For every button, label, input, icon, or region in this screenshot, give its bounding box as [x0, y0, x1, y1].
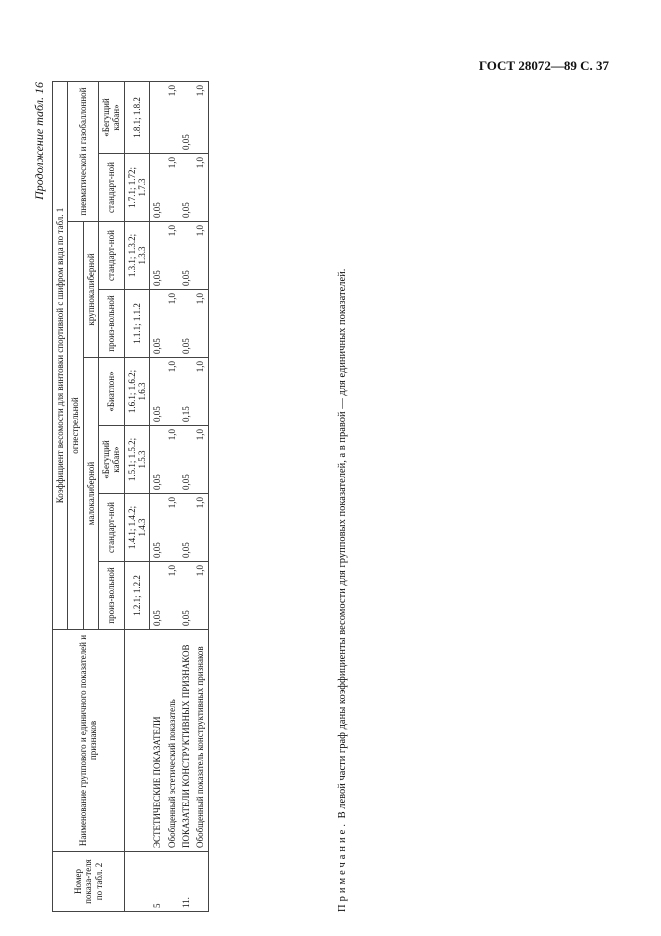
value-cell — [150, 81, 165, 153]
value-cell: 1,0 — [165, 81, 179, 153]
value-cell: 0,05 — [150, 222, 165, 290]
value-cell: 0,05 — [150, 290, 165, 358]
value-cell: 0,05 — [179, 290, 193, 358]
header-pneumatic-standard: стандарт-ной — [99, 154, 125, 222]
row-name: ПОКАЗАТЕЛИ КОНСТРУКТИВНЫХ ПРИЗНАКОВ — [179, 630, 193, 852]
value-cell: 0,15 — [179, 358, 193, 426]
header-small-standard: стандарт-ной — [99, 494, 125, 562]
value-cell: 1,0 — [193, 222, 208, 290]
code-small-running-boar: 1.5.1; 1.5.2; 1.5.3 — [124, 426, 150, 494]
note-text: В левой части граф даны коэффициенты весомости для групповых показателей, а в правой — для единичных показателей. — [337, 268, 348, 819]
header-number: Номер показа-теля по табл. 2 — [53, 852, 125, 912]
row-number — [193, 852, 208, 912]
value-cell: 0,05 — [179, 154, 193, 222]
value-cell: 0,05 — [150, 154, 165, 222]
row-name: ЭСТЕТИЧЕСКИЕ ПОКАЗАТЕЛИ — [150, 630, 165, 852]
header-small-running-boar: «Бегущий кабан» — [99, 426, 125, 494]
value-cell: 1,0 — [193, 494, 208, 562]
header-large-standard: стандарт-ной — [99, 222, 125, 290]
row-name: Обобщенный показатель конструктивных признаков — [193, 630, 208, 852]
row-number: 5 — [150, 852, 165, 912]
value-cell: 0,05 — [179, 494, 193, 562]
code-biathlon: 1.6.1; 1.6.2; 1.6.3 — [124, 358, 150, 426]
code-large-arbitrary: 1.1.1; 1.1.2 — [124, 290, 150, 358]
code-small-standard: 1.4.1; 1.4.2; 1.4.3 — [124, 494, 150, 562]
value-cell: 1,0 — [193, 426, 208, 494]
header-pneumatic-running-boar: «Бегущий кабан» — [99, 81, 125, 153]
row-name: Обобщенный эстетический показатель — [165, 630, 179, 852]
code-pneumatic-running-boar: 1.8.1; 1.8.2 — [124, 81, 150, 153]
row-number: 11. — [179, 852, 193, 912]
header-firearm: огнестрельной — [68, 222, 83, 630]
value-cell: 0,05 — [179, 222, 193, 290]
value-cell: 1,0 — [165, 222, 179, 290]
rotated-page-content — [32, 82, 362, 912]
note-lead: Примечание. — [337, 821, 348, 912]
value-cell: 0,05 — [179, 426, 193, 494]
value-cell: 0,05 — [150, 358, 165, 426]
value-cell: 1,0 — [165, 494, 179, 562]
value-cell: 1,0 — [165, 290, 179, 358]
value-cell: 1,0 — [165, 562, 179, 630]
document-code: ГОСТ 28072—89 С. 37 — [478, 58, 609, 73]
header-small-arbitrary: произ-вольной — [99, 562, 125, 630]
code-pneumatic-standard: 1.7.1; 1.72; 1.7.3 — [124, 154, 150, 222]
header-large-arbitrary: произ-вольной — [99, 290, 125, 358]
row-number — [165, 852, 179, 912]
header-pneumatic: пневматической и газобаллонной — [68, 81, 99, 221]
value-cell: 1,0 — [193, 290, 208, 358]
value-cell: 0,05 — [150, 562, 165, 630]
header-small-caliber: малокалиберной — [83, 358, 98, 630]
value-cell: 1,0 — [165, 154, 179, 222]
header-biathlon: «Биатлон» — [99, 358, 125, 426]
code-small-arbitrary: 1.2.1; 1.2.2 — [124, 562, 150, 630]
weight-coefficient-table — [52, 81, 209, 912]
header-large-caliber: крупнокалиберной — [83, 222, 98, 358]
value-cell: 0,05 — [150, 426, 165, 494]
code-large-standard: 1.3.1; 1.3.2; 1.3.3 — [124, 222, 150, 290]
value-cell: 0,05 — [179, 562, 193, 630]
value-cell: 1,0 — [193, 154, 208, 222]
value-cell: 0,05 — [179, 81, 193, 153]
value-cell: 0,05 — [150, 494, 165, 562]
header-coefficient: Коэффициент весомости для винтовки спортивной с шифром вида по табл. 1 — [53, 81, 68, 629]
table-note — [337, 82, 348, 912]
table-continuation-label: Продолжение табл. 16 — [32, 82, 46, 200]
header-name: Наименование группового и единичного показателей и признаков — [53, 630, 125, 852]
value-cell: 1,0 — [193, 81, 208, 153]
value-cell: 1,0 — [165, 358, 179, 426]
value-cell: 1,0 — [193, 358, 208, 426]
value-cell: 1,0 — [165, 426, 179, 494]
value-cell: 1,0 — [193, 562, 208, 630]
